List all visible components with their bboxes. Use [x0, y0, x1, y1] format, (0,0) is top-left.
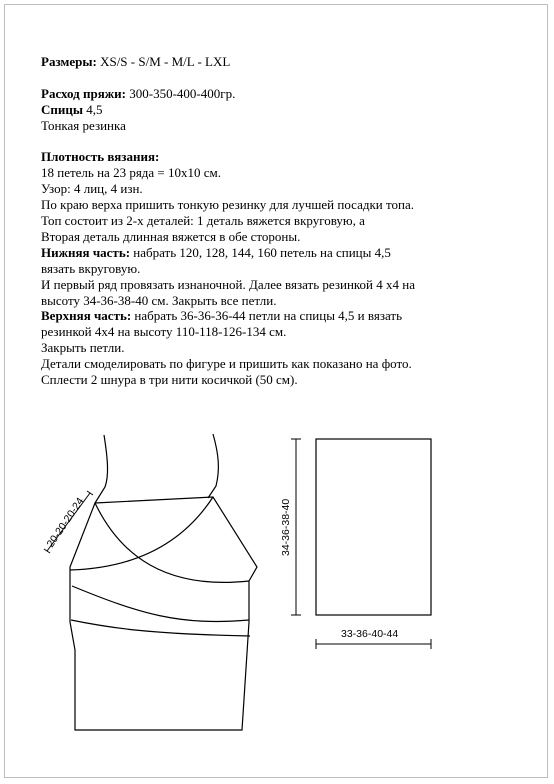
back-panel-rect	[316, 439, 431, 615]
note-line-3: Вторая деталь длинная вяжется в обе стороны.	[41, 228, 301, 244]
strap-width-label: 20-20-20-24	[44, 495, 87, 550]
panel-height-dimension	[291, 439, 301, 615]
top-outline	[70, 497, 257, 730]
right-strap	[208, 434, 218, 498]
note-line-1: По краю верха пришить тонкую резинку для лучшей посадки топа.	[41, 197, 414, 213]
gauge-line-2: Узор: 4 лиц, 4 изн.	[41, 181, 143, 197]
upper-line-5: Сплести 2 шнура в три нити косичкой (50 см).	[41, 372, 298, 388]
gauge-line-1: 18 петель на 23 ряда = 10х10 см.	[41, 165, 222, 181]
upper-label: Верхняя часть:	[41, 308, 132, 324]
upper-line-2: резинкой 4х4 на высоту 110-118-126-134 см.	[41, 324, 287, 340]
lower-line-3: И первый ряд провязать изнаночной. Далее вязать резинкой 4 х4 на	[41, 276, 415, 292]
needles-label: Спицы	[41, 101, 84, 117]
lower-line-4: высоту 34-36-38-40 см. Закрыть все петли.	[41, 292, 277, 308]
lower-line-1: Нижняя часть: набрать 120, 128, 144, 160 петель на спицы 4,5	[41, 244, 391, 260]
panel-width-dimension	[316, 639, 431, 649]
gauge-label: Плотность вязания:	[41, 149, 160, 165]
upper-line-4: Детали смоделировать по фигуре и пришить как показано на фото.	[41, 356, 412, 372]
sizes-value: XS/S - S/M - M/L - LXL	[96, 54, 231, 69]
lower-line-2: вязать вкруговую.	[41, 260, 141, 276]
rib-band-line	[71, 620, 250, 636]
note-line-2: Топ состоит из 2-х деталей: 1 деталь вяжется вкруговую, а	[41, 213, 365, 229]
left-strap	[95, 435, 108, 503]
crossover-lower-edge	[72, 586, 249, 622]
sizes-label: Размеры:	[41, 54, 97, 69]
yarn-label: Расход пряжи:	[41, 85, 126, 101]
needles-value: 4,5	[83, 101, 103, 117]
panel-width-label: 33-36-40-44	[341, 628, 399, 640]
lower-label: Нижняя часть:	[41, 244, 131, 260]
panel-height-label: 34-36-38-40	[280, 498, 292, 556]
upper-line-1: Верхняя часть: набрать 36-36-36-44 петли на спицы 4,5 и вязать	[41, 308, 403, 324]
upper-line-3: Закрыть петли.	[41, 340, 125, 356]
top-schematic	[70, 434, 257, 730]
yarn-value: 300-350-400-400гр.	[126, 85, 236, 101]
elastic-line: Тонкая резинка	[41, 117, 126, 133]
crossover-panel-a	[95, 503, 249, 582]
